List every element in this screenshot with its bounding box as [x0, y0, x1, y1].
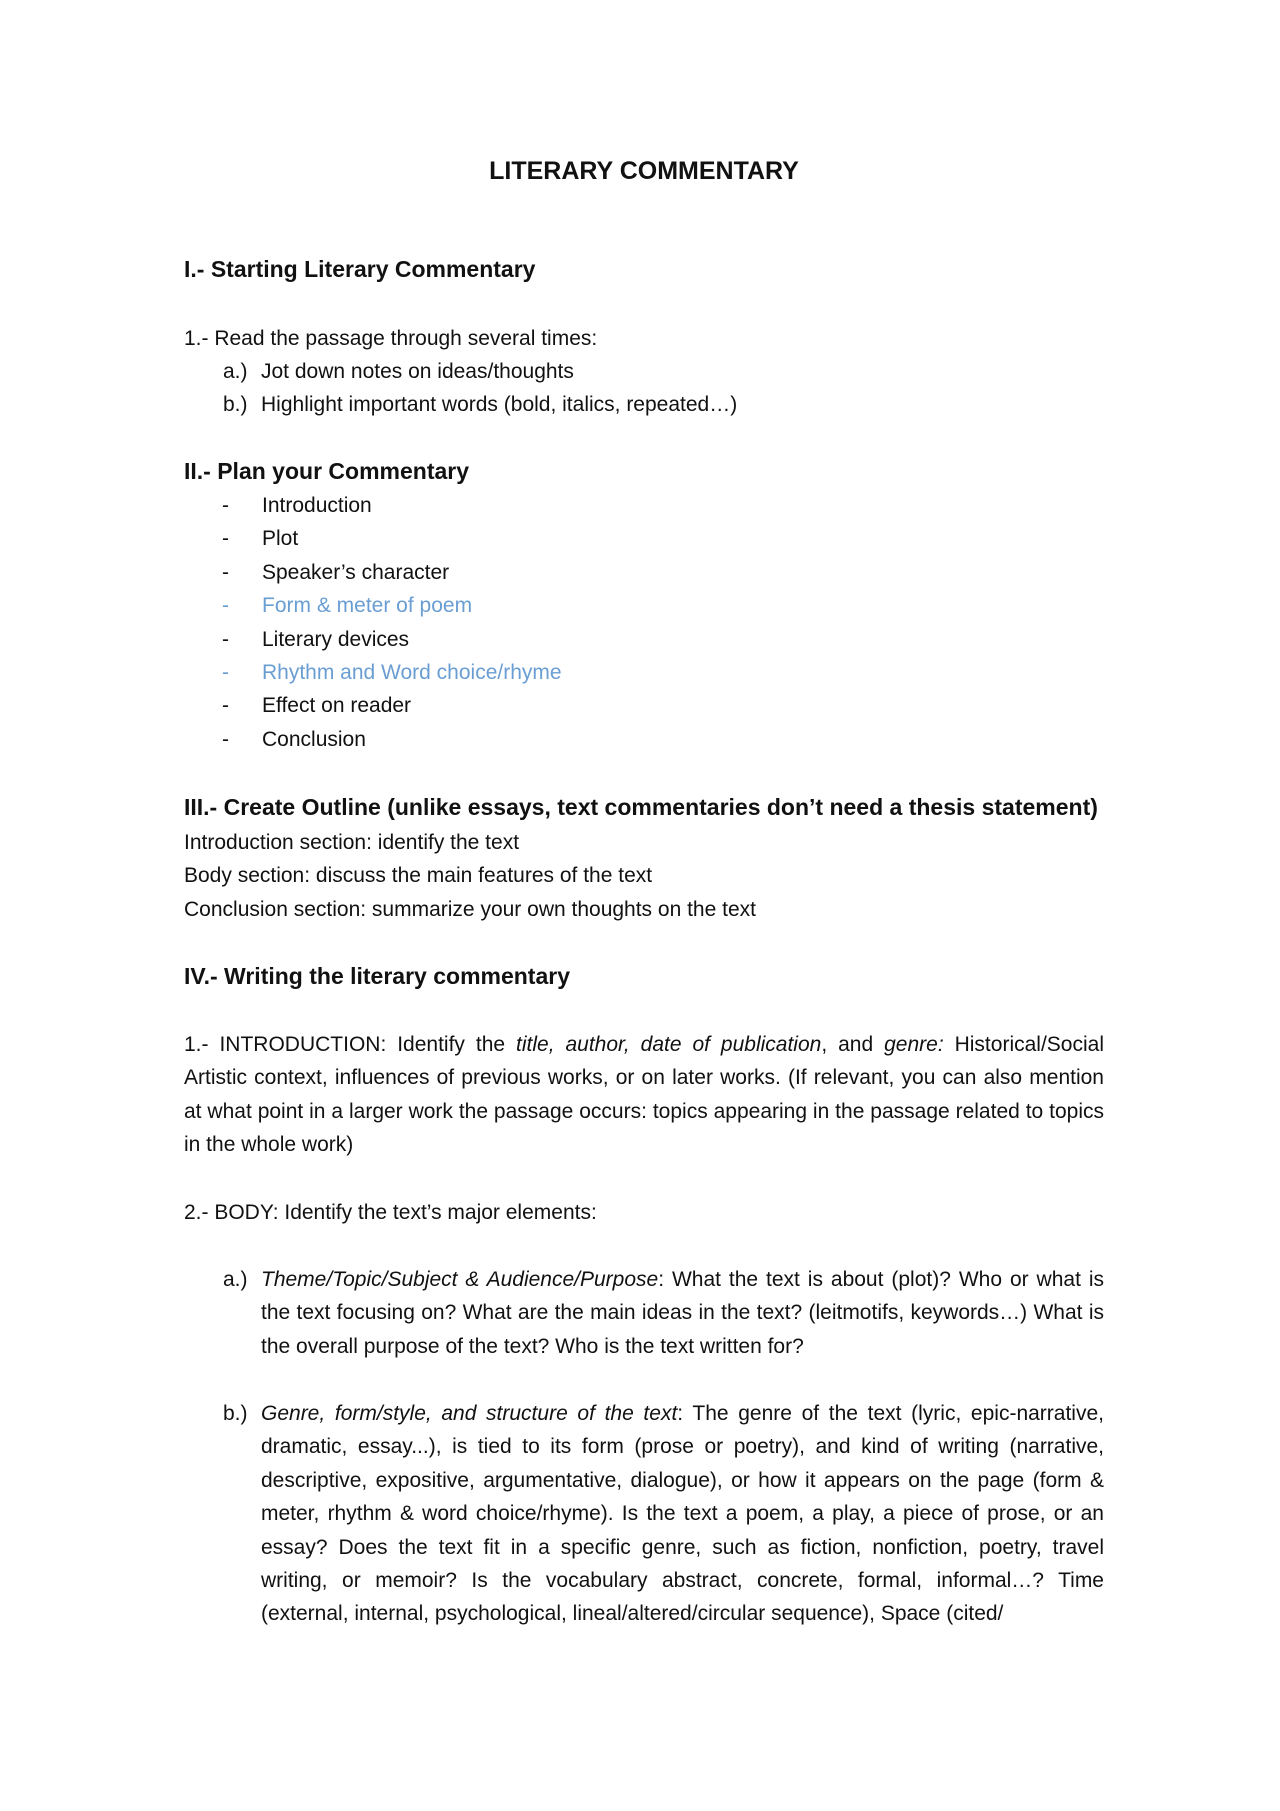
outline-line-body: Body section: discuss the main features of the text [184, 864, 653, 887]
item-text: Theme/Topic/Subject & Audience/Purpose: What the text is about (plot)? Who or what is the text focusing on? What are the main ideas in the text? (leitmotifs, keywords…) What is the overall purpose of the text? Who is the text written for? [261, 1268, 1104, 1358]
body-item-genre [223, 1397, 1104, 1631]
section-heading-writing: IV.- Writing the literary commentary [184, 963, 571, 989]
plan-list [222, 489, 562, 756]
introduction-paragraph: 1.- INTRODUCTION: Identify the title, author, date of publication, and genre: Historical/Social Artistic context, influences of previous works, or on later works. (If relevant, you can also mention at what point in a larger work the passage occurs: topics appearing in the passage related to topics in the whole work) [184, 1033, 1104, 1157]
item-label: a.) [223, 360, 248, 383]
section-heading-plan: II.- Plan your Commentary [184, 458, 470, 484]
plan-item-rhythm: - Rhythm and Word choice/rhyme [222, 660, 562, 684]
plan-item-introduction: - Introduction [222, 494, 372, 517]
plan-item-plot: - Plot [222, 527, 299, 551]
item-text: Highlight important words (bold, italics, repeated…) [261, 393, 738, 416]
plan-item-form-meter: - Form & meter of poem [222, 594, 473, 618]
section-heading-outline: III.- Create Outline (unlike essays, text commentaries don’t need a thesis statement) [184, 794, 1098, 820]
item-text: Jot down notes on ideas/thoughts [261, 360, 574, 383]
item-label: b.) [223, 1402, 248, 1425]
item-text: Genre, form/style, and structure of the text: The genre of the text (lyric, epic-narrative, dramatic, essay...), is tied to its form (prose or poetry), and kind of writing (narrative, descriptive, expositive, argumentative, dialogue), or how it appears on the page (form & meter, rhythm & word choice/rhyme). Is the text a poem, a play, a piece of prose, or an essay? Does the text fit in a specific genre, such as fiction, nonfiction, poetry, travel writing, or memoir? Is the vocabulary abstract, concrete, formal, informal…? Time (external, internal, psychological, lineal/altered/circular sequence), Space (cited/ [261, 1402, 1104, 1626]
section-heading-starting: I.- Starting Literary Commentary [184, 256, 536, 282]
plan-item-literary-devices: - Literary devices [222, 627, 410, 651]
item-label: b.) [223, 393, 248, 416]
list-item [223, 388, 737, 421]
step-read-passage: 1.- Read the passage through several times: [184, 327, 598, 350]
outline-line-conclusion: Conclusion section: summarize your own thoughts on the text [184, 898, 756, 921]
plan-item-conclusion: - Conclusion [222, 727, 366, 751]
plan-item-effect: - Effect on reader [222, 694, 412, 718]
body-step: 2.- BODY: Identify the text’s major elements: [184, 1201, 597, 1224]
body-item-theme [223, 1263, 1104, 1363]
plan-item-speaker-character: - Speaker’s character [222, 560, 450, 584]
page-title: LITERARY COMMENTARY [489, 157, 799, 185]
list-item [223, 355, 574, 388]
outline-line-introduction: Introduction section: identify the text [184, 831, 520, 854]
item-label: a.) [223, 1268, 248, 1291]
